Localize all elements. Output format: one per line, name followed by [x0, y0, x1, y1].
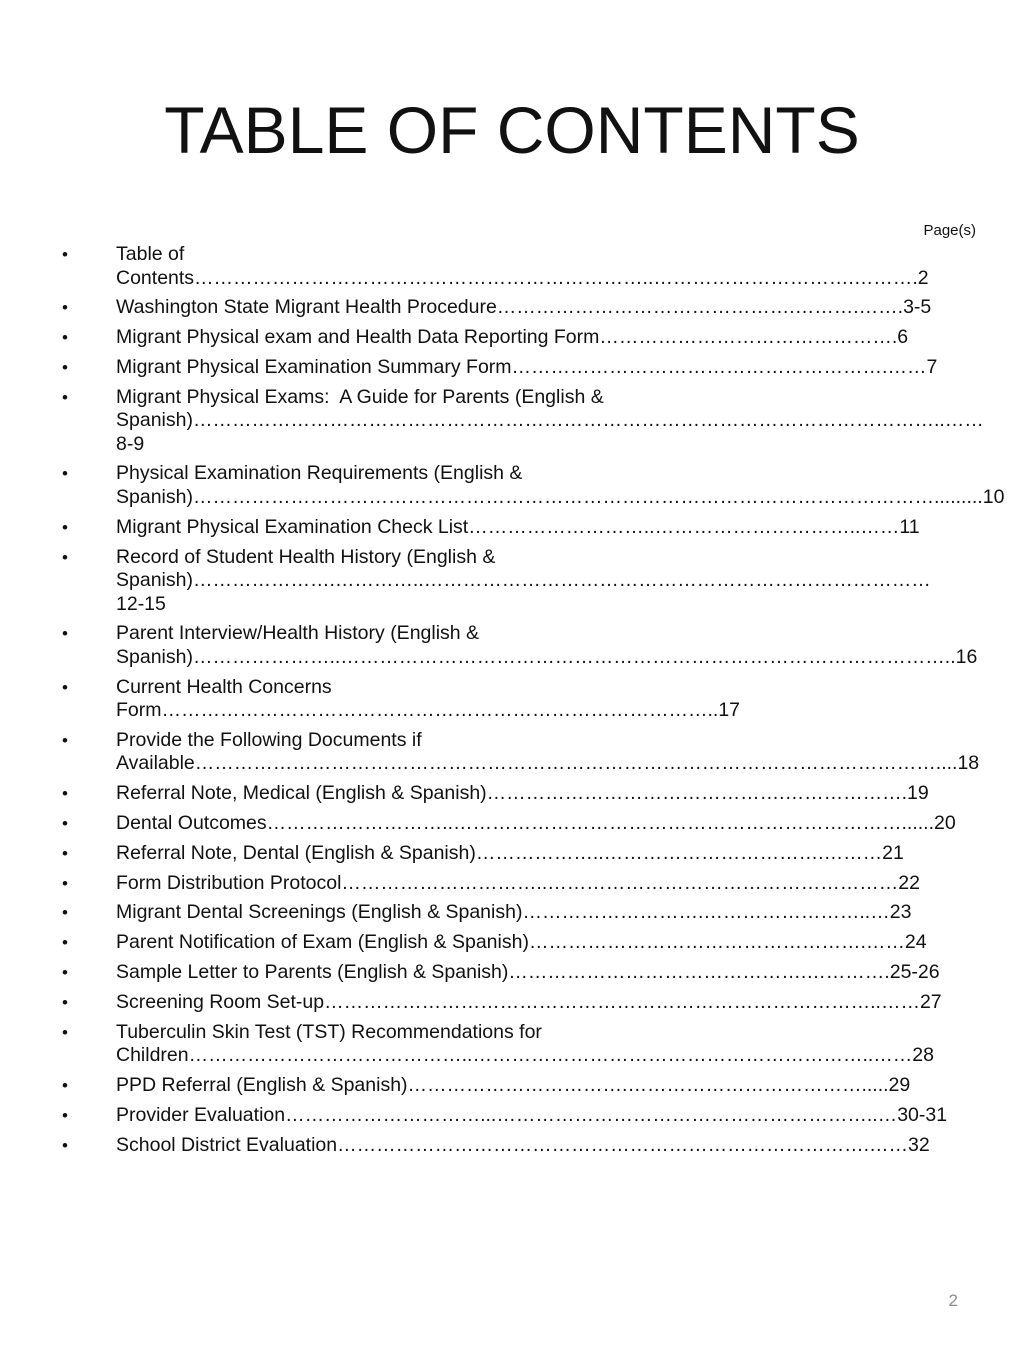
- toc-list: [58, 243, 1005, 1163]
- toc-entry-title: Parent Notification of Exam (English & Spanish)…………………………………………….……: [116, 931, 905, 954]
- toc-entry-page: 12-15: [116, 592, 166, 615]
- toc-entry: [58, 622, 978, 669]
- bullet-icon: •: [62, 933, 68, 953]
- bullet-icon: •: [62, 873, 68, 893]
- bullet-icon: •: [62, 814, 68, 834]
- toc-entry-page: 7: [926, 355, 938, 378]
- slide-number: 2: [948, 1291, 958, 1310]
- toc-entry: [58, 516, 958, 540]
- toc-entry-title: Table of Contents……………………………………………………………..………………………….………: [116, 243, 913, 289]
- toc-entry-page: 30-31: [897, 1103, 948, 1126]
- toc-entry-page: 18: [957, 752, 980, 775]
- bullet-icon: •: [62, 1075, 68, 1095]
- toc-entry-page: 32: [908, 1133, 930, 1156]
- bullet-icon: •: [62, 992, 68, 1012]
- toc-entry-title: Physical Examination Requirements (English & Spanish)…………………………………………………………………………………………………….........: [116, 462, 983, 508]
- toc-entry-title: Migrant Physical exam and Health Data Reporting Form……………………………………….: [116, 326, 898, 349]
- toc-entry: [58, 1134, 958, 1158]
- toc-entry: [58, 1021, 958, 1068]
- toc-entry: [58, 385, 984, 457]
- toc-entry-title: Washington State Migrant Health Procedure……………………………………….……….…….: [116, 296, 904, 319]
- toc-entry: [58, 243, 958, 290]
- toc-entry-title: Referral Note, Dental (English & Spanish)………………..…………………………….………: [116, 841, 883, 864]
- bullet-icon: •: [62, 677, 68, 697]
- toc-entry-page: 25-26: [889, 961, 940, 984]
- bullet-icon: •: [62, 843, 68, 863]
- toc-entry-title: Migrant Physical Examination Summary Form………………………………………………….……: [116, 355, 927, 378]
- bullet-icon: •: [62, 1022, 68, 1042]
- toc-entry: [58, 961, 958, 985]
- bullet-icon: •: [62, 517, 68, 537]
- toc-entry: [58, 991, 958, 1015]
- toc-entry-page: 29: [888, 1073, 911, 1096]
- toc-entry-title: Referral Note, Medical (English & Spanish)……………………………………….……………….: [116, 782, 907, 805]
- pages-column-header: Page(s): [923, 222, 976, 239]
- toc-entry: [58, 782, 958, 806]
- toc-entry-title: Current Health Concerns Form…………………………………………………………………………: [116, 675, 708, 722]
- bullet-icon: •: [62, 1105, 68, 1125]
- toc-entry-title: Parent Interview/Health History (English & Spanish)…………………..………………………………………………………………………………….: [116, 622, 951, 668]
- toc-entry-title: School District Evaluation……………………………………………………………………….……: [116, 1133, 909, 1156]
- toc-entry: [58, 546, 958, 617]
- toc-entry: [58, 931, 958, 955]
- toc-entry-title: Provide the Following Documents if Available……………………………………………………………………………………………………....: [116, 728, 958, 775]
- toc-entry-page: 20: [934, 812, 956, 835]
- toc-entry-title: Form Distribution Protocol…………………………..………………………………………………: [116, 871, 899, 894]
- bullet-icon: •: [62, 963, 68, 983]
- toc-entry-title: Screening Room Set-up…………………………………………………………………………..……: [116, 990, 920, 1013]
- bullet-icon: •: [62, 387, 68, 407]
- toc-entry-page: .16: [950, 645, 978, 668]
- bullet-icon: •: [62, 730, 68, 750]
- toc-entry: [58, 901, 958, 925]
- toc-entry: [58, 326, 958, 350]
- bullet-icon: •: [62, 903, 68, 923]
- toc-entry-title: Migrant Physical Examination Check List………………………..…………………………..……: [116, 515, 900, 538]
- bullet-icon: •: [62, 624, 68, 644]
- toc-entry: [58, 676, 958, 723]
- toc-entry-page: 6: [897, 326, 909, 349]
- toc-entry-page: 11: [899, 515, 920, 538]
- bullet-icon: •: [62, 784, 68, 804]
- toc-entry-title: Migrant Dental Screenings (English & Spanish)……………………….……………………..…: [116, 901, 890, 924]
- toc-entry-page: 3-5: [903, 296, 932, 319]
- toc-entry-title: Sample Letter to Parents (English & Spanish)……………………………………….………….: [116, 961, 890, 984]
- toc-entry-page: 10: [982, 485, 1005, 508]
- bullet-icon: •: [62, 298, 68, 318]
- bullet-icon: •: [62, 1135, 68, 1155]
- toc-entry: [58, 812, 958, 836]
- toc-entry-page: ..17: [707, 699, 741, 722]
- toc-entry-title: Record of Student Health History (English & Spanish)………………….…………..……………………………………………………………………: [116, 545, 931, 592]
- page-title: TABLE OF CONTENTS: [164, 93, 860, 167]
- toc-entry: [58, 1074, 958, 1098]
- toc-entry-page: .2: [912, 266, 929, 289]
- toc-entry-page: 19: [907, 782, 929, 805]
- toc-entry-page: 21: [882, 841, 904, 864]
- toc-entry-title: Migrant Physical Exams: A Guide for Parents (English & Spanish)……………………………………………………………………………………………………..……: [116, 385, 984, 432]
- toc-entry: [58, 356, 958, 380]
- toc-entry-title: PPD Referral (English & Spanish)…………………………….……………………………….....: [116, 1073, 889, 1096]
- toc-entry-title: Dental Outcomes………………………..……………………………………………………………......: [116, 812, 934, 835]
- toc-entry: [58, 296, 958, 320]
- bullet-icon: •: [62, 357, 68, 377]
- toc-entry: [58, 728, 980, 776]
- toc-entry: [58, 462, 1005, 509]
- bullet-icon: •: [62, 547, 68, 567]
- toc-entry-page: 27: [919, 990, 942, 1013]
- toc-entry-page: 22: [898, 871, 920, 894]
- toc-entry: [58, 1104, 958, 1128]
- bullet-icon: •: [62, 328, 68, 348]
- bullet-icon: •: [62, 464, 68, 484]
- toc-entry-title: Provider Evaluation…………………………...…………………………………………………..…: [116, 1103, 898, 1126]
- bullet-icon: •: [62, 245, 68, 264]
- toc-entry-page: 8-9: [116, 432, 145, 455]
- toc-entry: [58, 842, 958, 866]
- toc-entry-page: 24: [904, 931, 927, 954]
- toc-entry: [58, 872, 958, 896]
- toc-entry-title: Tuberculin Skin Test (TST) Recommendations for Children……………………………………..……………………………………………………..……: [116, 1020, 913, 1067]
- toc-entry-page: 23: [889, 901, 912, 924]
- toc-entry-page: 28: [912, 1044, 934, 1067]
